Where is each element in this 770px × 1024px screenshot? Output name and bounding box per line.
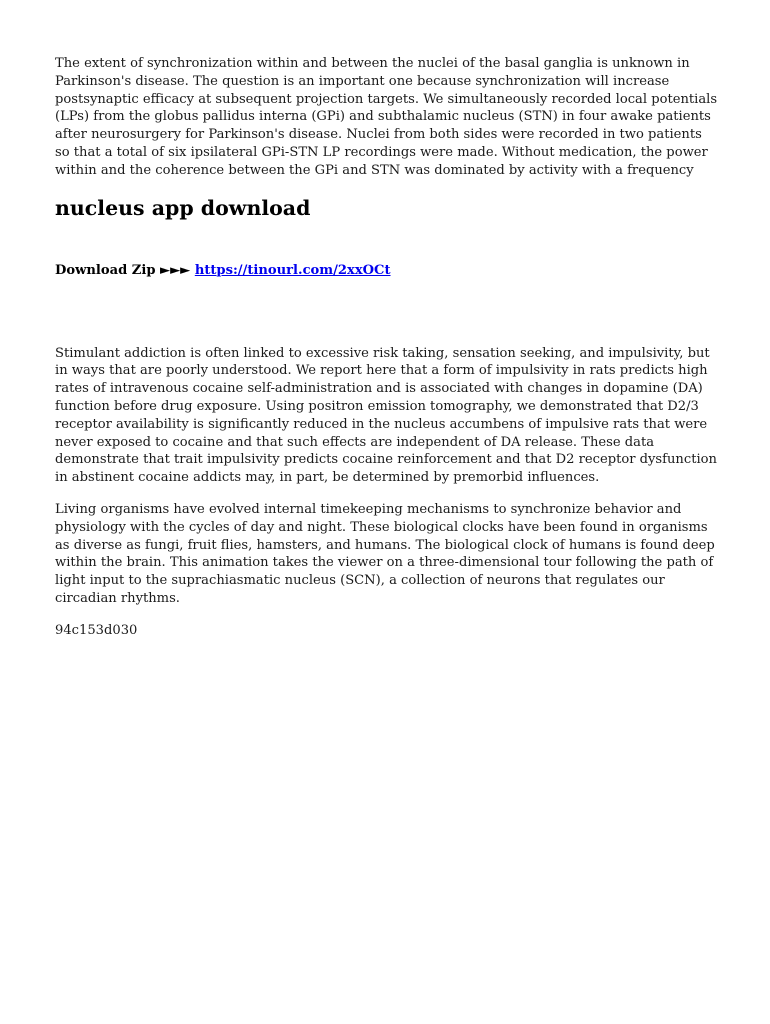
- page-heading: nucleus app download: [55, 195, 311, 220]
- hash-code: 94c153d030: [55, 622, 138, 638]
- download-label: Download Zip ►►►: [55, 262, 195, 278]
- addiction-paragraph: Stimulant addiction is often linked to excessive risk taking, sensation seeking, and impulsivity, but in ways that are poorly understood. We report here that a form of impulsivity in rats predicts high rates of intravenous cocaine self-administration and is associated with changes in dopamine (DA) function before drug exposure. Using positron emission tomography, we demonstrated that D2/3 receptor availability is significantly reduced in the nucleus accumbens of impulsive rats that were never exposed to cocaine and that such effects are independent of DA release. These data demonstrate that trait impulsivity predicts cocaine reinforcement and that D2 receptor dysfunction in abstinent cocaine addicts may, in part, be determined by premorbid influences.: [55, 345, 717, 486]
- download-link[interactable]: https://tinourl.com/2xxOCt: [194, 262, 391, 278]
- download-line: [55, 262, 720, 280]
- document-page: [55, 55, 720, 640]
- intro-paragraph: The extent of synchronization within and between the nuclei of the basal ganglia is unknown in Parkinson's disease. The question is an important one because synchronization will increase postsynaptic efficacy at subsequent projection targets. We simultaneously recorded local potentials (LPs) from the globus pallidus interna (GPi) and subthalamic nucleus (STN) in four awake patients after neurosurgery for Parkinson's disease. Nuclei from both sides were recorded in two patients so that a total of six ipsilateral GPi-STN LP recordings were made. Without medication, the power within and the coherence between the GPi and STN was dominated by activity with a frequency: [55, 56, 718, 178]
- biological-clock-paragraph: Living organisms have evolved internal timekeeping mechanisms to synchronize behavior and physiology with the cycles of day and night. These biological clocks have been found in organisms as diverse as fungi, fruit flies, hamsters, and humans. The biological clock of humans is found deep within the brain. This animation takes the viewer on a three-dimensional tour following the path of light input to the suprachiasmatic nucleus (SCN), a collection of neurons that regulates our circadian rhythms.: [55, 501, 715, 606]
